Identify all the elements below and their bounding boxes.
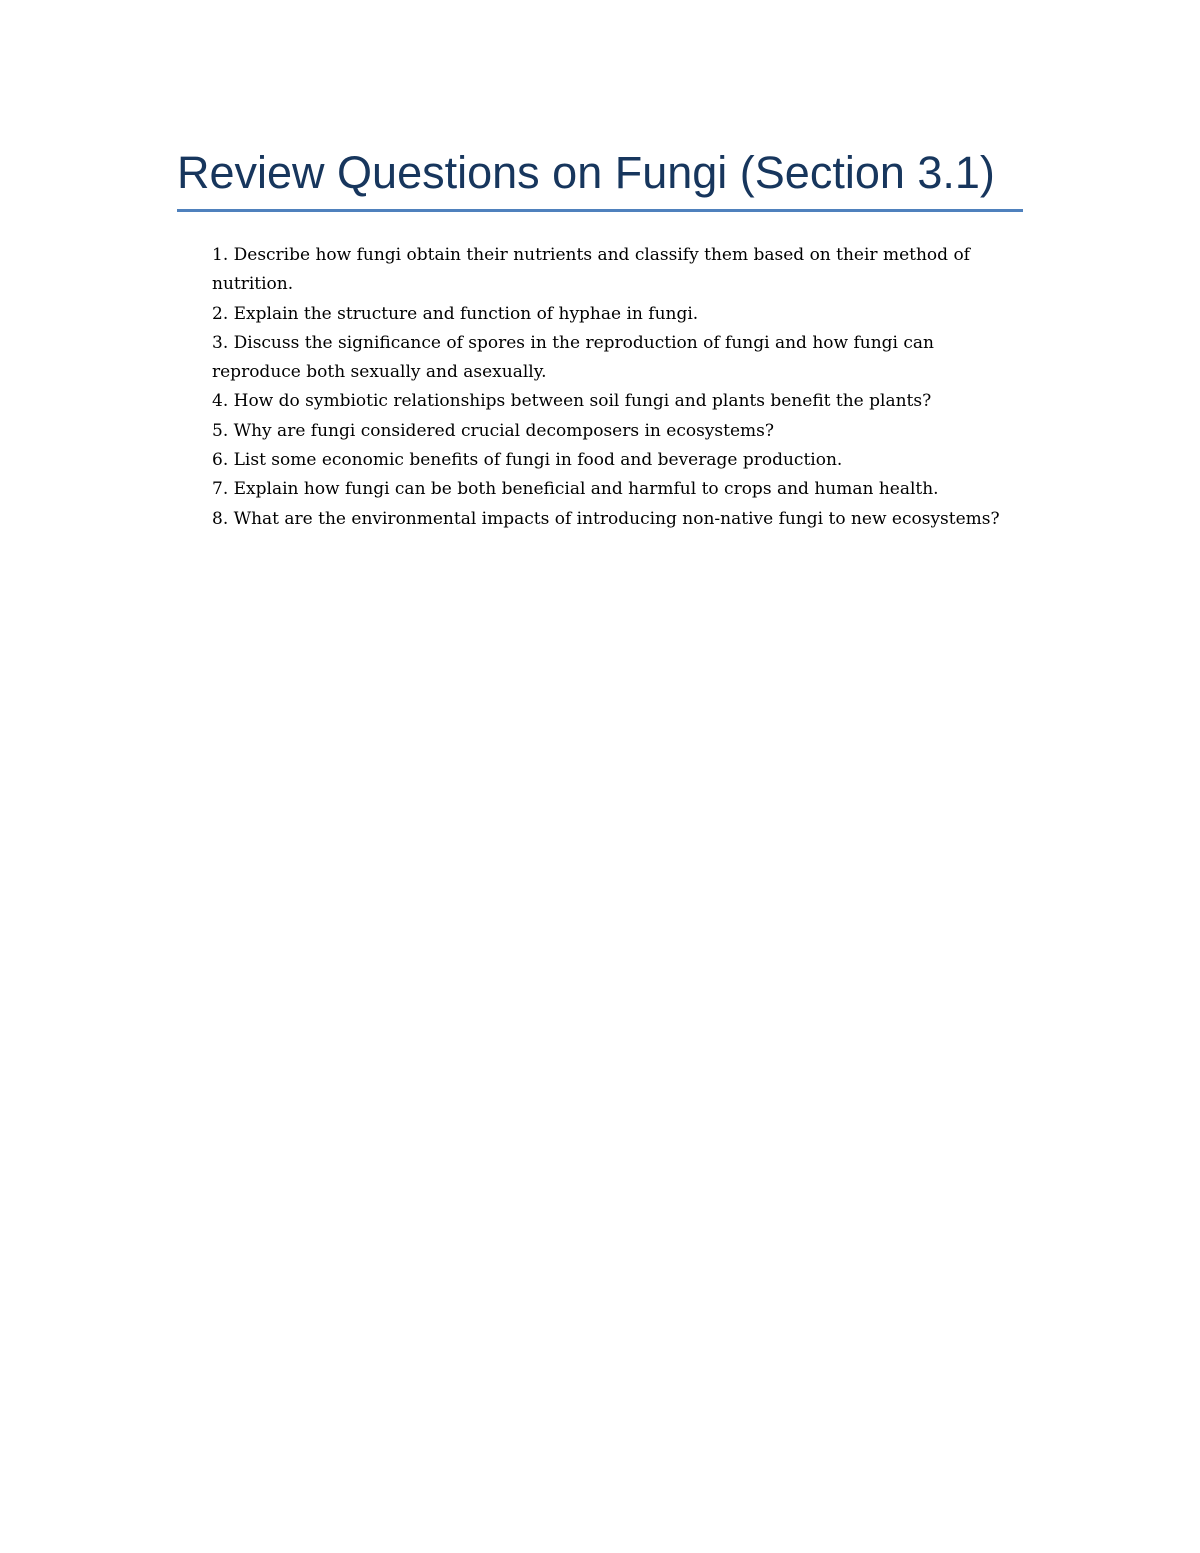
question-list [212, 241, 1022, 534]
page-title: Review Questions on Fungi (Section 3.1) [177, 147, 995, 198]
question-item-2: 2. Explain the structure and function of hyphae in fungi. [212, 303, 699, 324]
question-item-8: 8. What are the environmental impacts of introducing non-native fungi to new ecosystems? [212, 508, 1000, 529]
question-item-6: 6. List some economic benefits of fungi in food and beverage production. [212, 450, 843, 471]
question-item-7: 7. Explain how fungi can be both beneficial and harmful to crops and human health. [212, 479, 939, 500]
title-underline [177, 209, 1023, 212]
question-item-4: 4. How do symbiotic relationships between soil fungi and plants benefit the plants? [212, 391, 932, 412]
question-item-5: 5. Why are fungi considered crucial decomposers in ecosystems? [212, 420, 774, 441]
question-item-1: 1. Describe how fungi obtain their nutrients and classify them based on their method of nutrition. [212, 245, 970, 295]
question-item-3: 3. Discuss the significance of spores in the reproduction of fungi and how fungi can reproduce both sexually and asexually. [212, 332, 934, 383]
